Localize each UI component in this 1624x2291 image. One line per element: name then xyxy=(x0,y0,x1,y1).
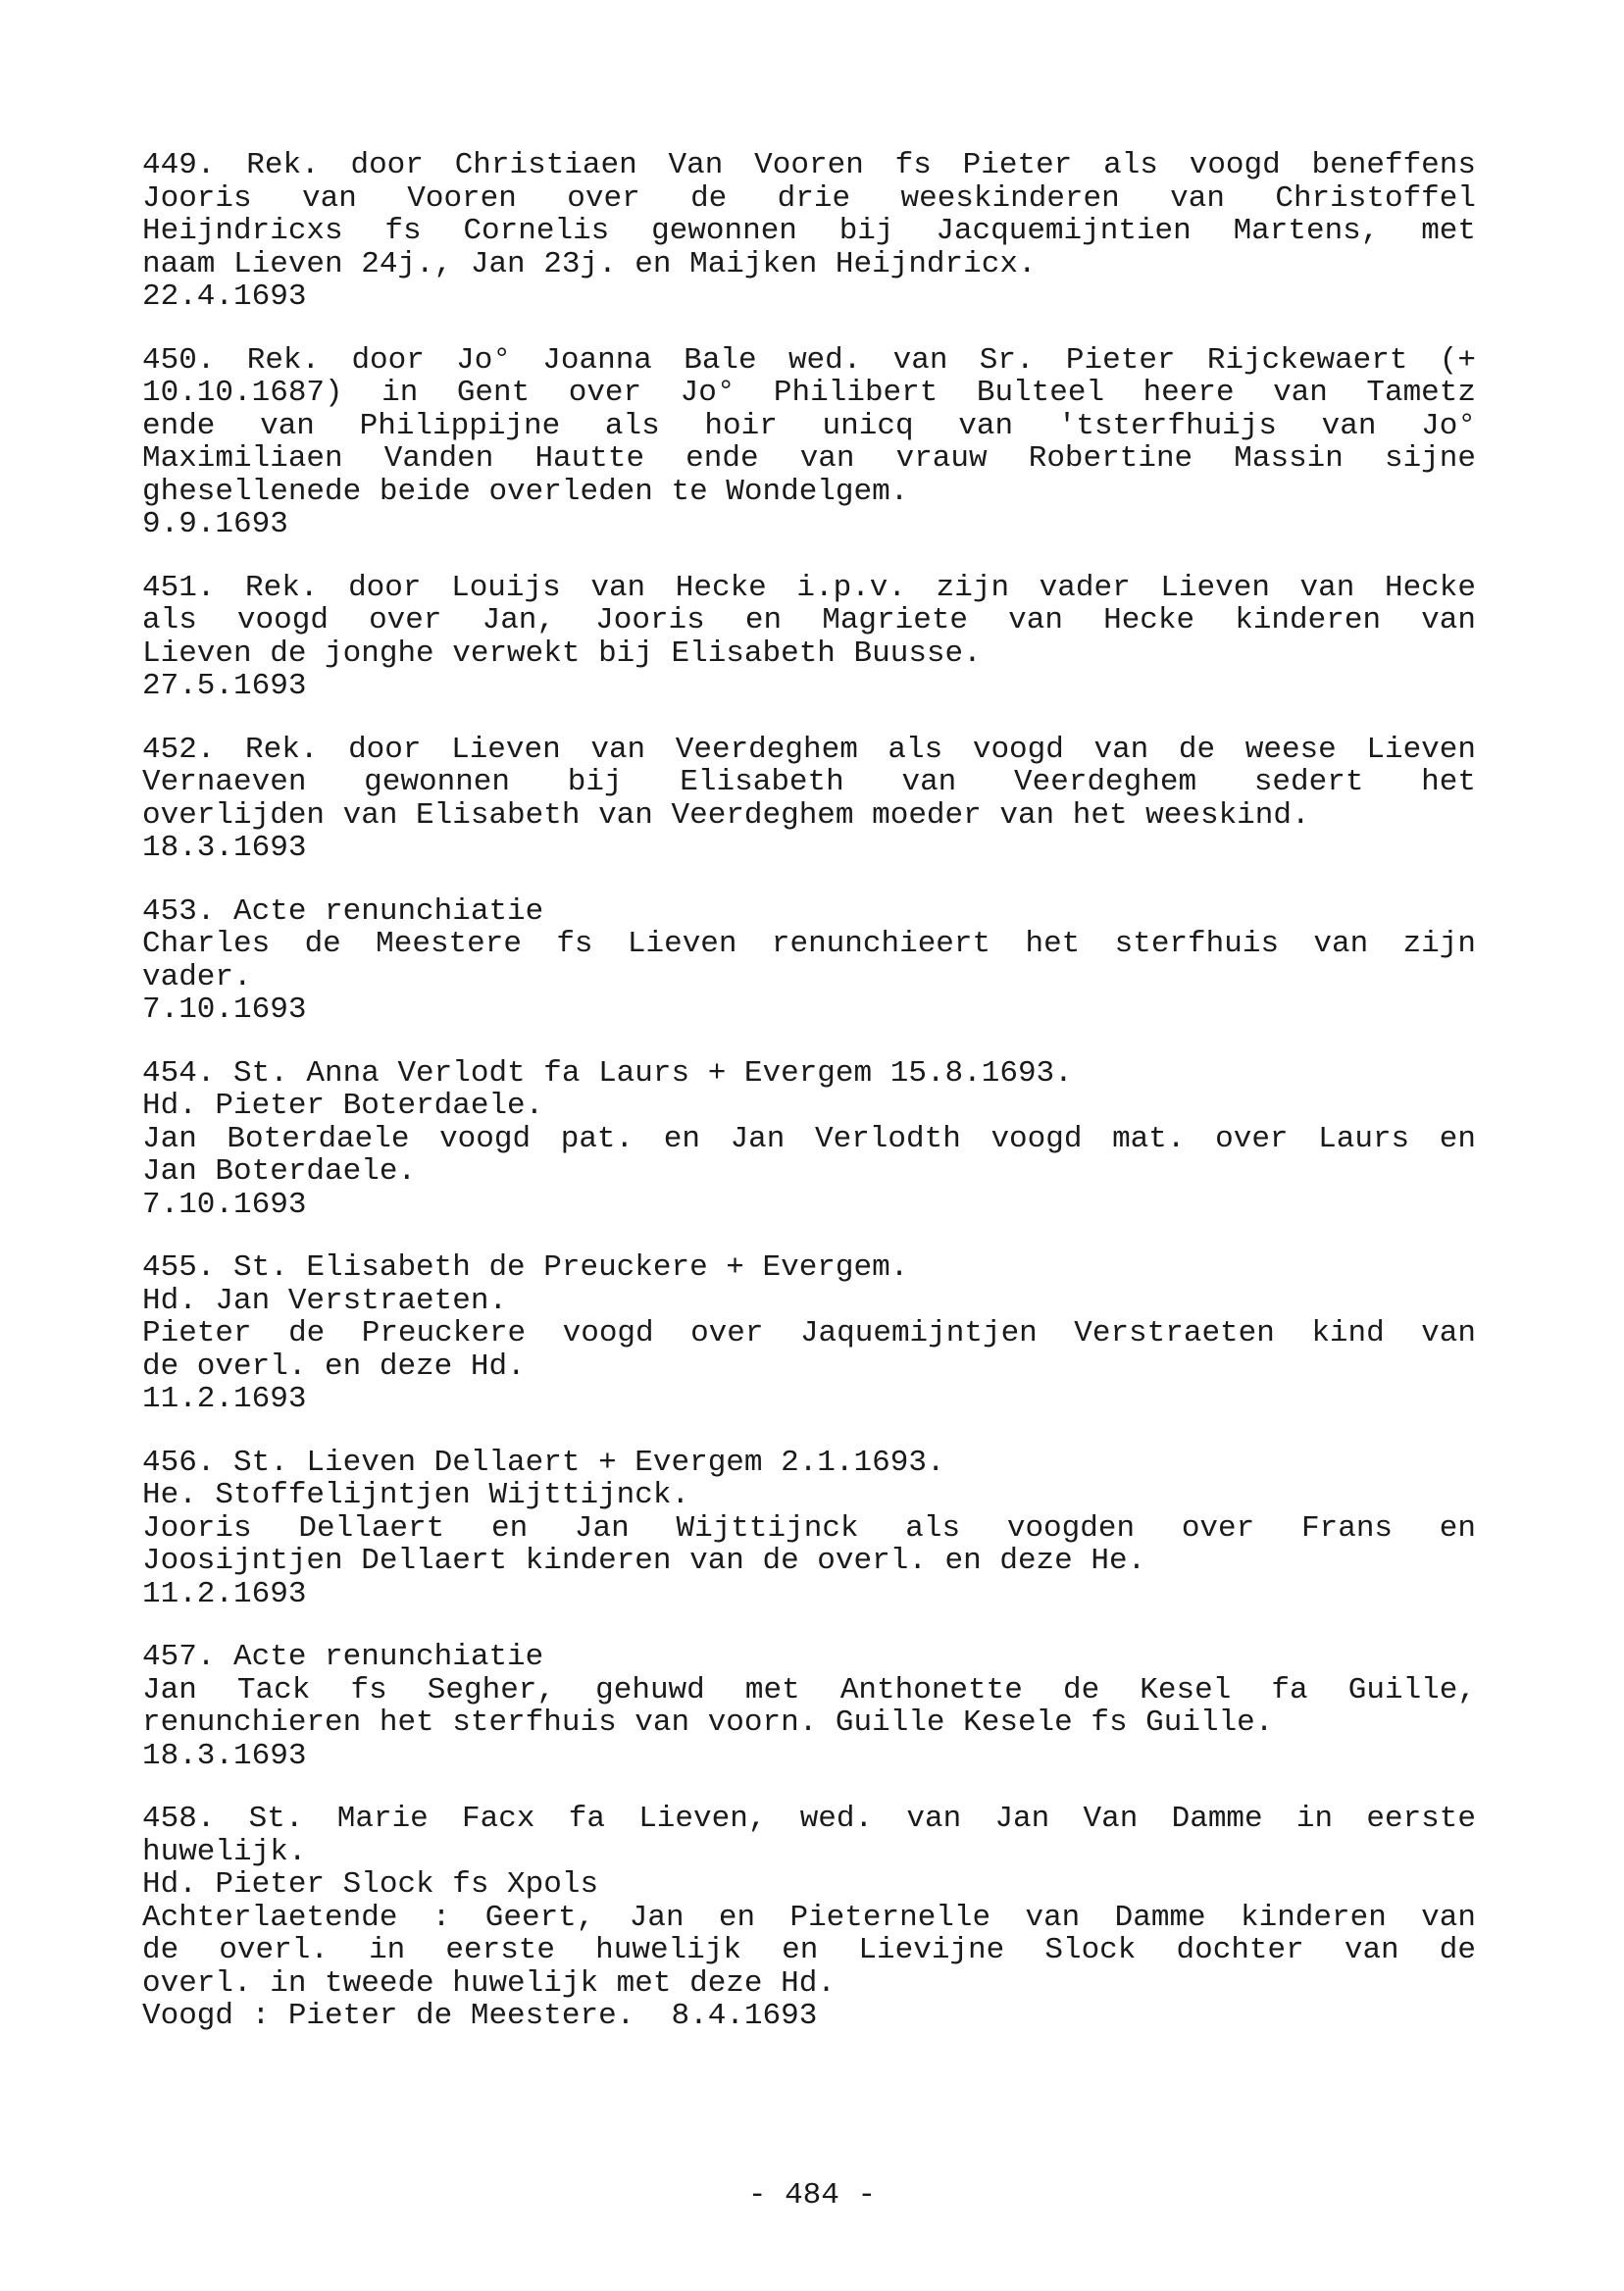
entry-text-line: Maximiliaen Vanden Hautte ende van vrauw Robertine Massin sijne xyxy=(142,442,1476,476)
entry-text-line: Achterlaetende : Geert, Jan en Pieternelle van Damme kinderen van xyxy=(142,1901,1476,1934)
entry-text-line: Voogd : Pieter de Meestere. 8.4.1693 xyxy=(142,1999,818,2033)
entry-text-line: Jooris Dellaert en Jan Wijttijnck als voogden over Frans en xyxy=(142,1511,1476,1545)
record-entry xyxy=(142,1251,1476,1416)
entry-text-line: ghesellenede beide overleden te Wondelgem. xyxy=(142,474,909,509)
entry-text-line: de overl. in eerste huwelijk en Lievijne Slock dochter van de xyxy=(142,1934,1476,1967)
entry-text-line: renunchieren het sterfhuis van voorn. Guille Kesele fs Guille. xyxy=(142,1706,1274,1740)
entry-text-line: Heijndricxs fs Cornelis gewonnen bij Jacquemijntien Martens, met xyxy=(142,215,1476,248)
record-entry xyxy=(142,1803,1476,2033)
entry-text-line: 10.10.1687) in Gent over Jo° Philibert Bulteel heere van Tametz xyxy=(142,377,1476,410)
entry-heading-line: 452. Rek. door Lieven van Veerdeghem als voogd van de weese Lieven xyxy=(142,733,1476,766)
entry-text-line: huwelijk. xyxy=(142,1834,307,1869)
entry-heading-line: 453. Acte renunchiatie xyxy=(142,893,544,929)
entry-heading-line: 449. Rek. door Christiaen Van Vooren fs Pieter als voogd beneffens xyxy=(142,149,1476,182)
entry-text-line: vader. xyxy=(142,959,252,994)
record-entry xyxy=(142,344,1476,541)
entry-text-line: ende van Philippijne als hoir unicq van 'tsterfhuijs van Jo° xyxy=(142,409,1476,442)
entry-text-line: 18.3.1693 xyxy=(142,1738,307,1773)
record-entry xyxy=(142,1057,1476,1222)
entry-text-line: He. Stoffelijntjen Wijttijnck. xyxy=(142,1478,690,1512)
entry-text-line: overl. in tweede huwelijk met deze Hd. xyxy=(142,1965,836,2001)
entry-text-line: Pieter de Preuckere voogd over Jaquemijntjen Verstraeten kind van xyxy=(142,1317,1476,1350)
entry-heading-line: 457. Acte renunchiatie xyxy=(142,1640,544,1674)
record-entry xyxy=(142,734,1476,865)
entry-heading-line: 451. Rek. door Louijs van Hecke i.p.v. zijn vader Lieven van Hecke xyxy=(142,571,1476,604)
entry-text-line: Lieven de jonghe verwekt bij Elisabeth Buusse. xyxy=(142,636,982,671)
entry-text-line: 11.2.1693 xyxy=(142,1576,307,1611)
record-entry xyxy=(142,1641,1476,1772)
entry-heading-line: 455. St. Elisabeth de Preuckere + Evergem. xyxy=(142,1250,909,1285)
entry-text-line: als voogd over Jan, Jooris en Magriete van Hecke kinderen van xyxy=(142,604,1476,637)
entry-text-line: 7.10.1693 xyxy=(142,1187,307,1222)
entry-text-line: 9.9.1693 xyxy=(142,507,288,541)
record-entry xyxy=(142,572,1476,703)
entry-text-line: Hd. Pieter Slock fs Xpols xyxy=(142,1867,599,1902)
entry-text-line: Jooris van Vooren over de drie weeskinderen van Christoffel xyxy=(142,181,1476,215)
entry-text-line: 7.10.1693 xyxy=(142,993,307,1027)
entry-heading-line: 454. St. Anna Verlodt fa Laurs + Evergem 15.8.1693. xyxy=(142,1055,1073,1091)
entry-heading-line: 458. St. Marie Facx fa Lieven, wed. van Jan Van Damme in eerste xyxy=(142,1803,1476,1836)
entry-text-line: 22.4.1693 xyxy=(142,280,307,314)
entry-text-line: Vernaeven gewonnen bij Elisabeth van Veerdeghem sedert het xyxy=(142,766,1476,799)
record-entry xyxy=(142,895,1476,1027)
entry-text-line: Jan Boterdaele voogd pat. en Jan Verlodth voogd mat. over Laurs en xyxy=(142,1122,1476,1155)
document-body xyxy=(142,149,1476,2063)
entry-heading-line: 450. Rek. door Jo° Joanna Bale wed. van Sr. Pieter Rijckewaert (+ xyxy=(142,343,1476,377)
entry-heading-line: 456. St. Lieven Dellaert + Evergem 2.1.1693. xyxy=(142,1445,945,1480)
entry-text-line: Jan Boterdaele. xyxy=(142,1154,417,1189)
entry-text-line: Hd. Jan Verstraeten. xyxy=(142,1283,508,1318)
entry-text-line: naam Lieven 24j., Jan 23j. en Maijken Heijndricx. xyxy=(142,246,1037,281)
record-entry xyxy=(142,1447,1476,1611)
entry-text-line: overlijden van Elisabeth van Veerdeghem moeder van het weeskind. xyxy=(142,797,1310,833)
entry-text-line: Joosijntjen Dellaert kinderen van de overl. en deze He. xyxy=(142,1544,1146,1578)
entry-text-line: Hd. Pieter Boterdaele. xyxy=(142,1089,544,1123)
entry-text-line: 27.5.1693 xyxy=(142,669,307,703)
page-number: - 484 - xyxy=(747,2178,877,2213)
record-entry xyxy=(142,149,1476,314)
entry-text-line: 11.2.1693 xyxy=(142,1382,307,1416)
entry-text-line: Charles de Meestere fs Lieven renunchieert het sterfhuis van zijn xyxy=(142,928,1476,961)
entry-text-line: de overl. en deze Hd. xyxy=(142,1349,526,1384)
entry-text-line: Jan Tack fs Segher, gehuwd met Anthonette de Kesel fa Guille, xyxy=(142,1673,1476,1706)
entry-text-line: 18.3.1693 xyxy=(142,831,307,865)
